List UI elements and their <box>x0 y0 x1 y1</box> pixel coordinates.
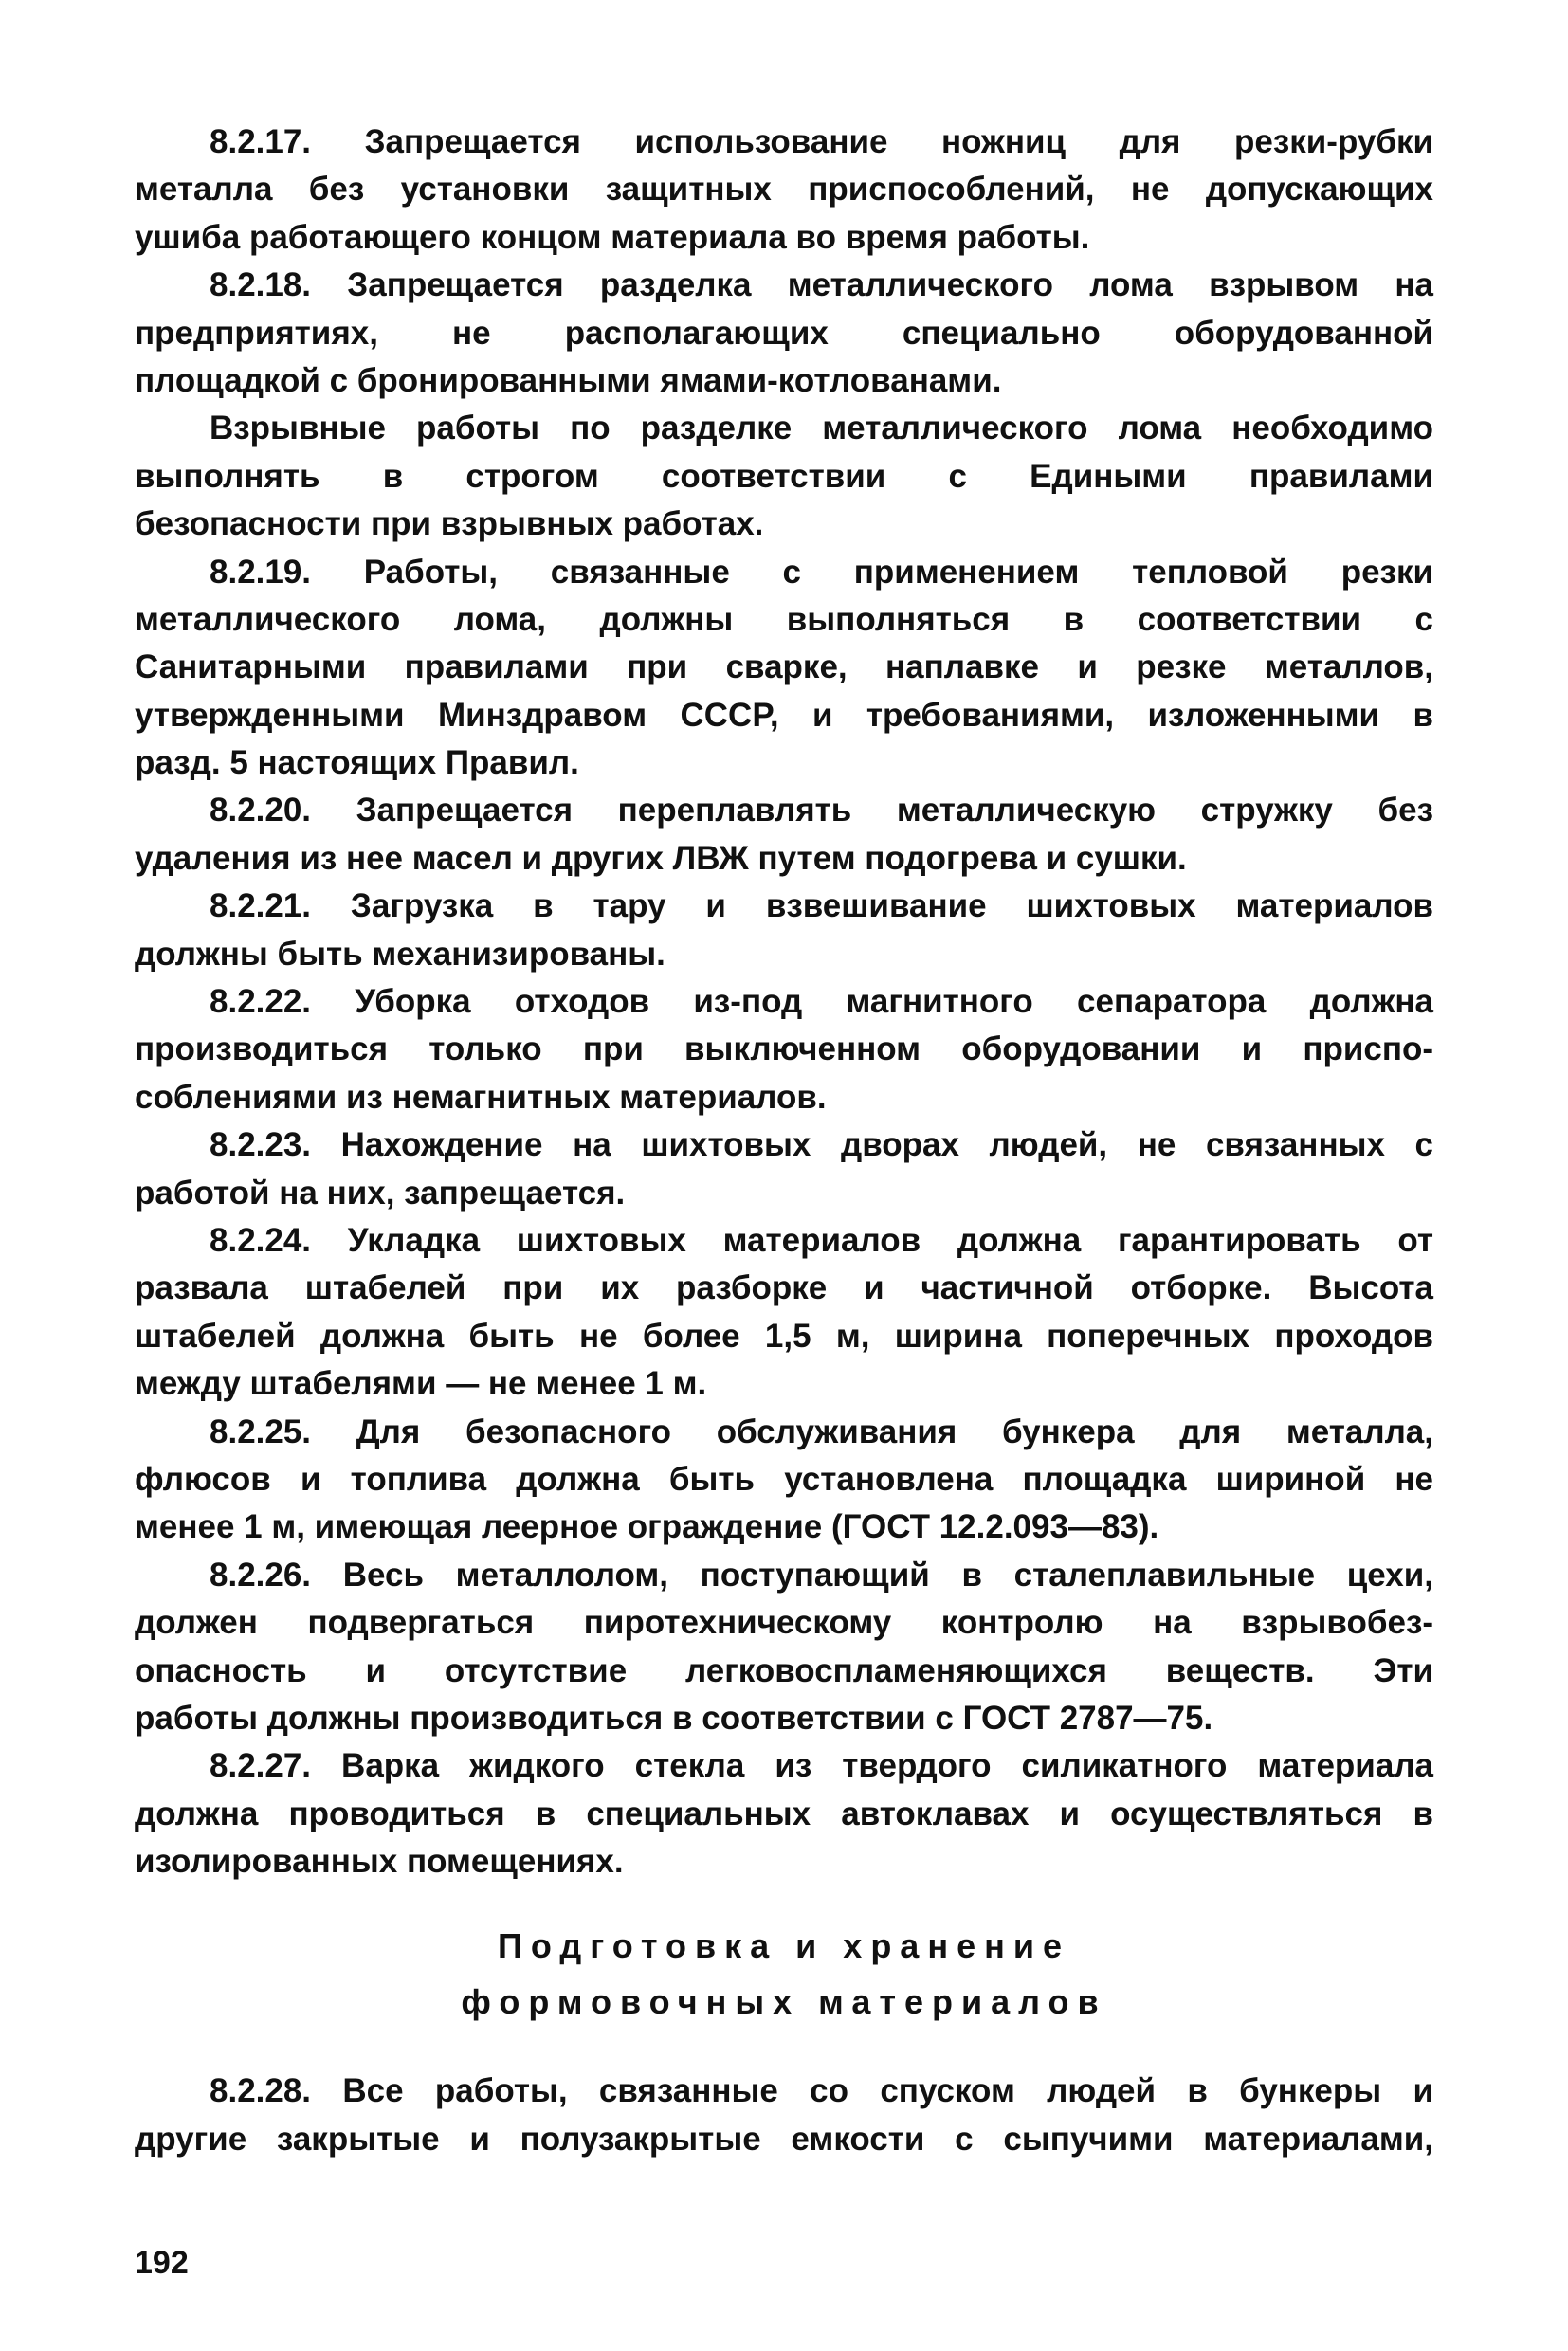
text-line: менее 1 м, имеющая леерное ограждение (ГОСТ 12.2.093—83). <box>135 1508 1159 1546</box>
text-line: 8.2.23. Нахождение на шихтовых дворах людей, не связанных с <box>210 1126 1433 1164</box>
text-line: развала штабелей при их разборке и частичной отборке. Высота <box>135 1269 1433 1307</box>
text-line: разд. 5 настоящих Правил. <box>135 744 579 782</box>
paragraph <box>135 1217 1433 1409</box>
text-line: изолированных помещениях. <box>135 1843 624 1881</box>
text-line: флюсов и топлива должна быть установлена площадка шириной не <box>135 1460 1433 1498</box>
text-line: работой на них, запрещается. <box>135 1174 626 1212</box>
page-number: 192 <box>135 2245 189 2281</box>
text-line: площадкой с бронированными ямами-котлованами. <box>135 361 1002 399</box>
text-line: между штабелями — не менее 1 м. <box>135 1365 707 1403</box>
text-line: 8.2.27. Варка жидкого стекла из твердого силикатного материала <box>210 1747 1433 1785</box>
paragraph <box>135 978 1433 1121</box>
paragraph <box>135 787 1433 883</box>
text-line: работы должны производиться в соответствии с ГОСТ 2787—75. <box>135 1699 1213 1737</box>
text-line: должен подвергаться пиротехническому контролю на взрывобез- <box>135 1604 1433 1642</box>
text-line: Санитарными правилами при сварке, наплавке и резке металлов, <box>135 648 1433 686</box>
paragraph <box>135 1409 1433 1552</box>
text-line: 8.2.20. Запрещается переплавлять металлическую стружку без <box>210 792 1433 829</box>
text-line: удаления из нее масел и других ЛВЖ путем подогрева и сушки. <box>135 839 1187 877</box>
text-line: металла без установки защитных приспособлений, не допускающих <box>135 171 1433 209</box>
paragraphs <box>135 118 1433 1886</box>
text-line: должна проводиться в специальных автоклавах и осуществляться в <box>135 1795 1433 1832</box>
text-line: безопасности при взрывных работах. <box>135 505 764 543</box>
paragraph <box>135 1552 1433 1743</box>
paragraph <box>135 2068 1433 2163</box>
paragraph <box>135 262 1433 405</box>
text-line: опасность и отсутствие легковоспламеняющихся веществ. Эти <box>135 1651 1433 1689</box>
paragraph <box>135 118 1433 262</box>
text-line: металлического лома, должны выполняться в соответствии с <box>135 600 1433 638</box>
text-line: утвержденными Минздравом СССР, и требованиями, изложенными в <box>135 696 1433 734</box>
text-line: выполнять в строгом соответствии с Едиными правилами <box>135 457 1433 495</box>
text-line: 8.2.19. Работы, связанные с применением тепловой резки <box>210 553 1433 591</box>
text-line: 8.2.22. Уборка отходов из-под магнитного сепаратора должна <box>210 983 1433 1021</box>
page-body <box>135 118 1433 2163</box>
text-line: должны быть механизированы. <box>135 935 665 973</box>
section-heading-line: Подготовка и хранение <box>497 1926 1070 1966</box>
paragraph <box>135 883 1433 978</box>
paragraph <box>135 1121 1433 1217</box>
text-line: ушиба работающего концом материала во время работы. <box>135 218 1090 256</box>
text-line: 8.2.25. Для безопасного обслуживания бункера для металла, <box>210 1412 1433 1450</box>
text-line: 8.2.21. Загрузка в тару и взвешивание шихтовых материалов <box>210 887 1433 925</box>
text-line: предприятиях, не располагающих специально оборудованной <box>135 314 1433 352</box>
paragraph <box>135 549 1433 788</box>
paragraphs-after-heading <box>135 2068 1433 2163</box>
text-line: производиться только при выключенном оборудовании и приспо- <box>135 1030 1433 1068</box>
text-line: 8.2.26. Весь металлолом, поступающий в сталеплавильные цехи, <box>210 1556 1433 1594</box>
text-line: Взрывные работы по разделке металлического лома необходимо <box>210 410 1433 447</box>
text-line: 8.2.28. Все работы, связанные со спуском людей в бункеры и <box>210 2072 1433 2110</box>
paragraph <box>135 405 1433 548</box>
section-heading-line: формовочных материалов <box>461 1982 1107 2022</box>
paragraph <box>135 1742 1433 1886</box>
section-heading <box>135 1918 1433 2030</box>
text-line: другие закрытые и полузакрытые емкости с сыпучими материалами, <box>135 2120 1433 2158</box>
text-line: 8.2.18. Запрещается разделка металлического лома взрывом на <box>210 266 1433 304</box>
text-line: 8.2.17. Запрещается использование ножниц для резки-рубки <box>210 123 1433 160</box>
text-line: соблениями из немагнитных материалов. <box>135 1078 827 1116</box>
text-line: 8.2.24. Укладка шихтовых материалов должна гарантировать от <box>210 1221 1433 1259</box>
text-line: штабелей должна быть не более 1,5 м, ширина поперечных проходов <box>135 1317 1433 1355</box>
